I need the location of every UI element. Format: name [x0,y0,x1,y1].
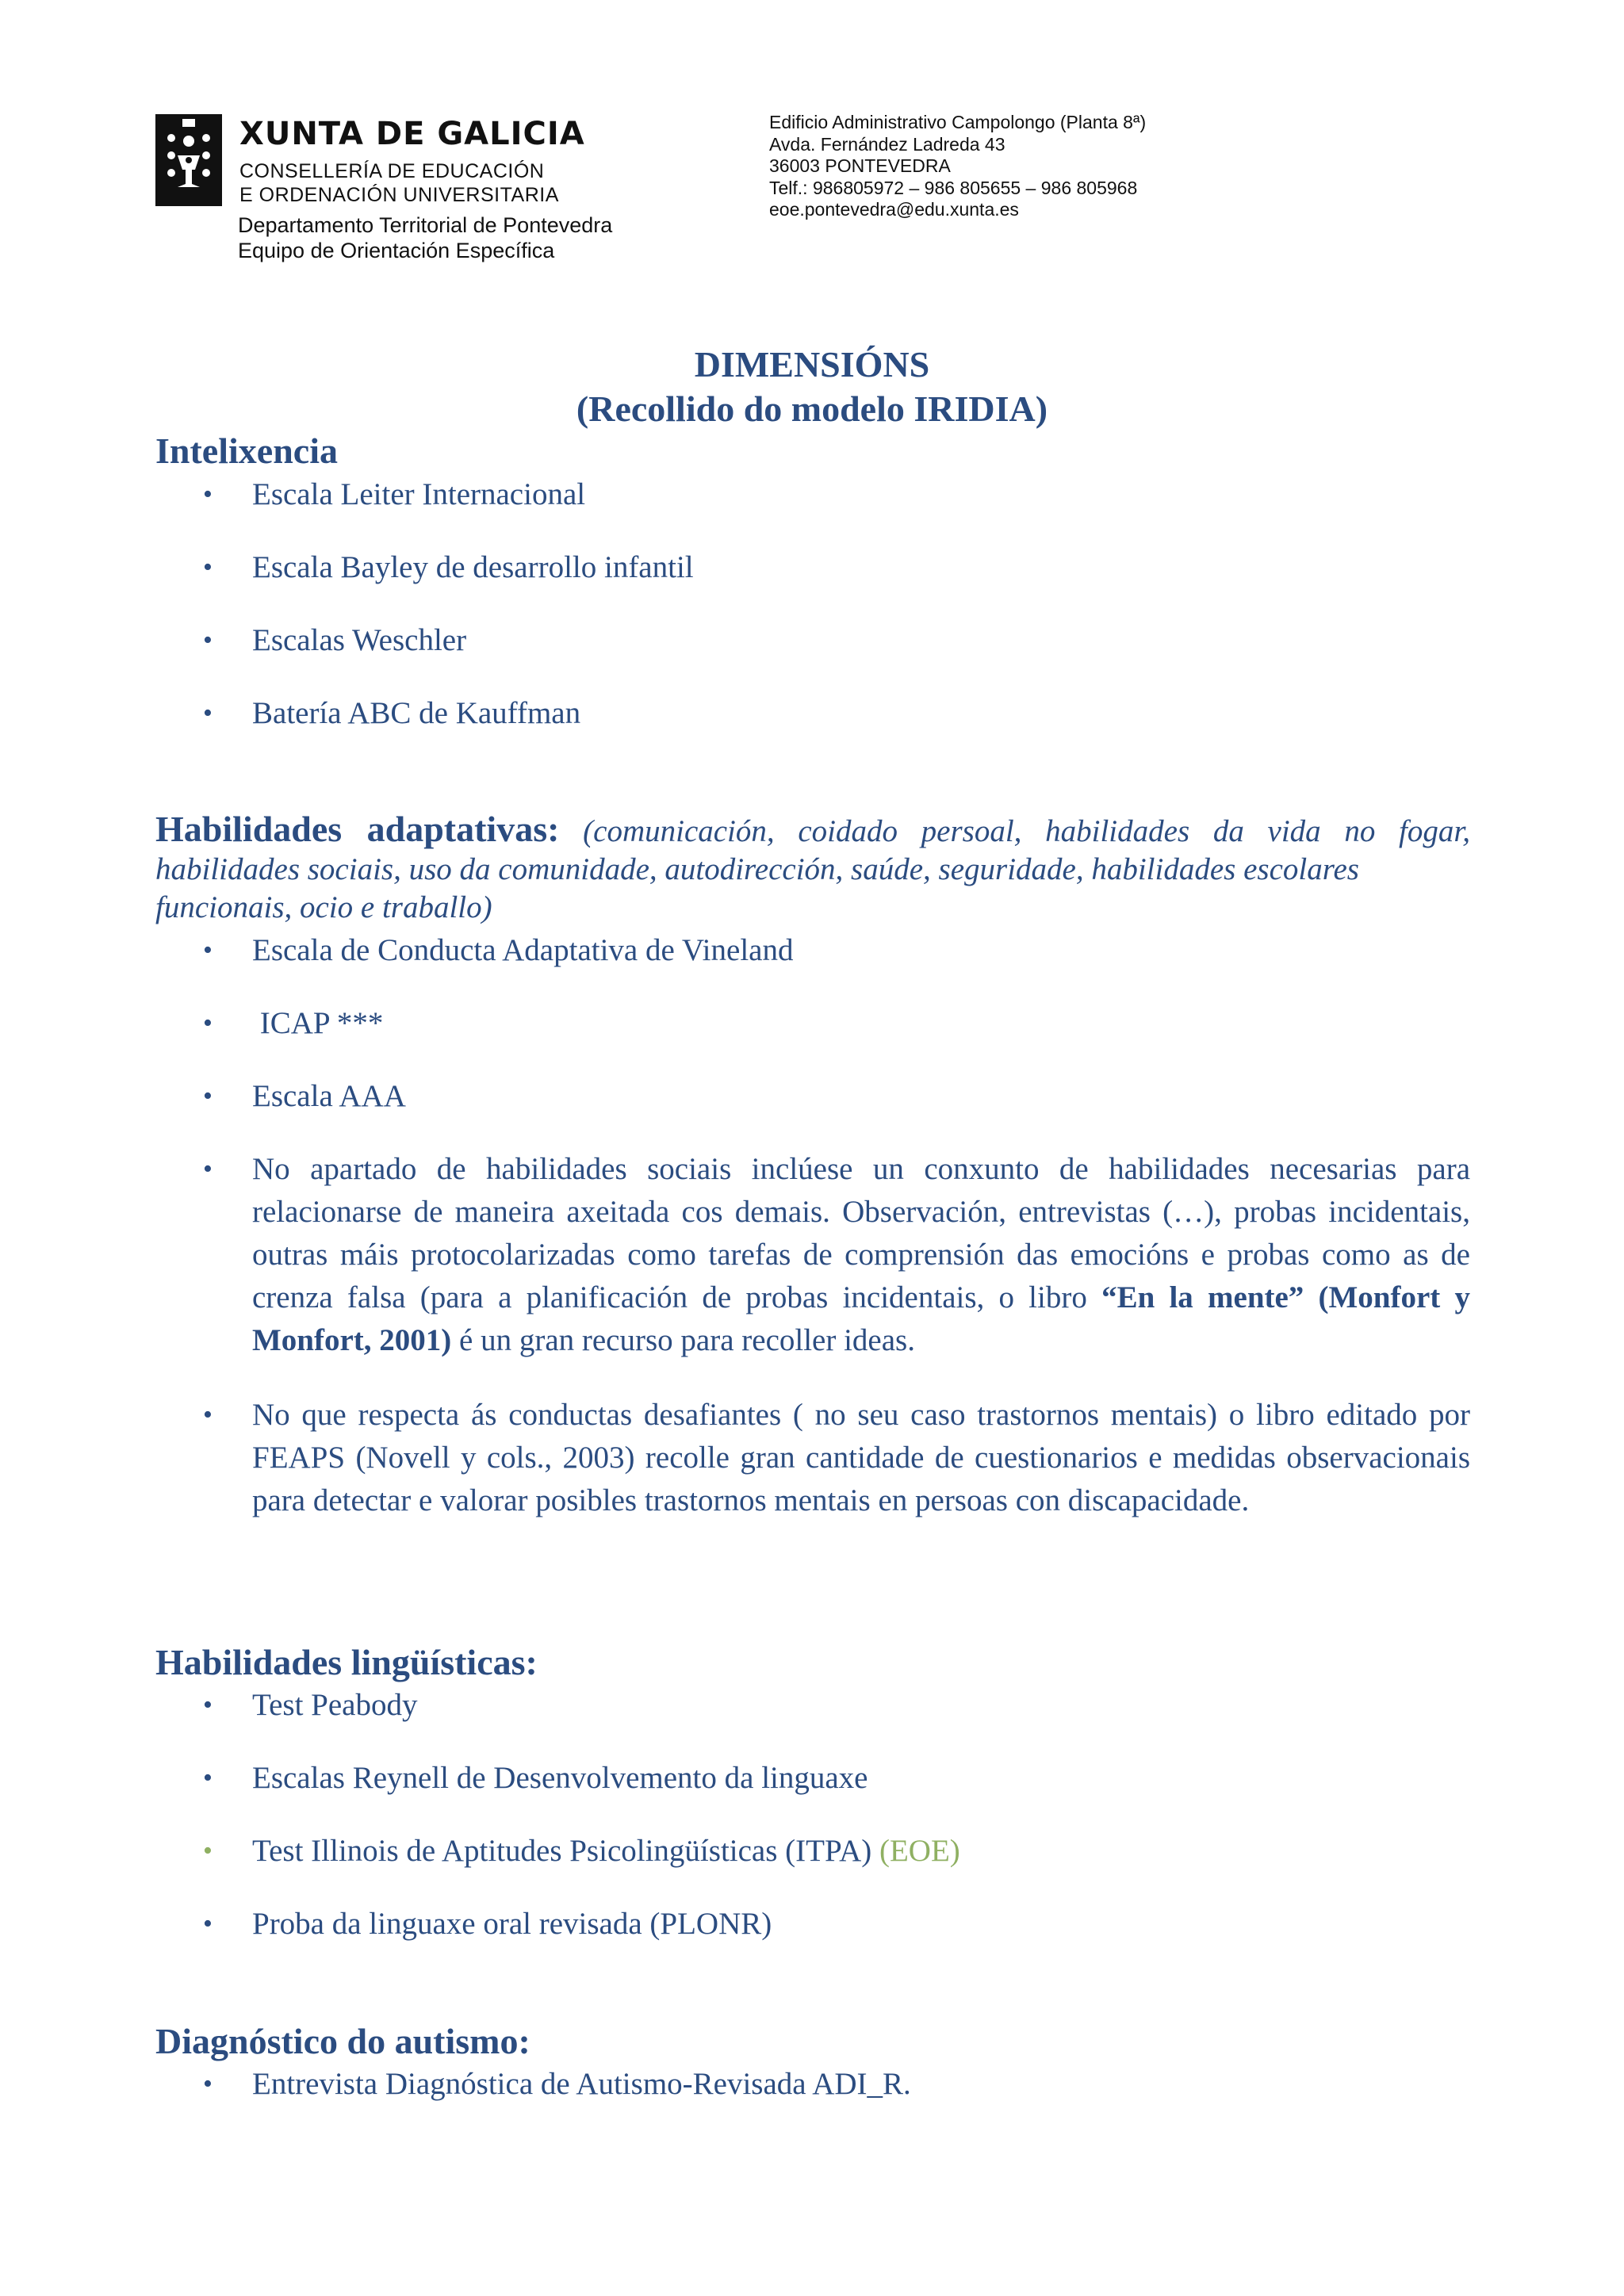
list-item: • ICAP *** [203,1002,1470,1045]
contact-phone: Telf.: 986805972 – 986 805655 – 986 805968 [769,177,1138,198]
department-line-1: Departamento Territorial de Pontevedra [238,213,613,237]
list-item: • Escala AAA [203,1075,1470,1118]
bullet-icon [203,929,251,972]
bullet-icon [203,1903,251,1946]
page-title: DIMENSIÓNS [694,344,930,385]
list-item: • Escala de Conducta Adaptativa de Vineland [203,929,1470,972]
book-reference: “En la mente” (Monfort y Monfort, 2001) [252,1280,1470,1357]
bullet-icon [203,1075,251,1118]
heading-autismo: Diagnóstico do autismo: [155,2021,530,2061]
adaptativas-description: (comunicación, coidado persoal, habilidades da vida no fogar, habilidades sociais, uso da comunidade, autodirección, saúde, seguridade, habilidades escolares [155,814,1470,886]
department-line-2: Equipo de Orientación Específica [238,239,555,262]
list-item: • Escala Bayley de desarrollo infantil [203,546,1470,589]
logo-subtitle-2: E ORDENACIÓN UNIVERSITARIA [239,184,559,206]
eoe-tag: (EOE) [879,1834,960,1868]
heading-adaptativas: Habilidades adaptativas: [155,809,560,849]
bullet-icon [203,1148,251,1191]
bullet-icon [203,1002,251,1045]
list-item: • Entrevista Diagnóstica de Autismo-Revisada ADI_R. [203,2063,1470,2106]
bullet-icon [203,1830,251,1873]
contact-email[interactable]: eoe.pontevedra@edu.xunta.es [769,199,1019,220]
bullet-icon [203,473,251,516]
bullet-icon [203,2063,251,2106]
list-item: • Test Peabody [203,1684,1470,1727]
contact-block [769,112,1146,221]
adaptativas-description-end: funcionais, ocio e traballo) [155,890,492,924]
list-item-paragraph-social: • No apartado de habilidades sociais inclúese un conxunto de habilidades necesarias para relacionarse de maneira axeitada cos demais. Observación, entrevistas (…), probas incidentais, outras máis protocolarizadas como tarefas de comprensión das emocións e probas como as de crenza falsa (para a planificación de probas incidentais, o libro “En la mente” (Monfort y Monfort, 2001) é un gran recurso para recoller ideas. [203,1148,1470,1362]
list-item: • Escalas Weschler [203,619,1470,662]
page-subtitle: (Recollido do modelo IRIDIA) [576,388,1048,429]
list-item: • Batería ABC de Kauffman [203,692,1470,735]
bullet-icon [203,692,251,735]
section-adaptativas-intro [155,810,1470,927]
contact-city: 36003 PONTEVEDRA [769,155,951,176]
bullet-icon [203,1757,251,1800]
heading-linguisticas: Habilidades lingüísticas: [155,1642,538,1682]
list-item: • Test Illinois de Aptitudes Psicolingüísticas (ITPA) (EOE) [203,1830,1470,1873]
galicia-coat-of-arms-icon [155,114,222,206]
list-item: • Proba da linguaxe oral revisada (PLONR) [203,1903,1470,1946]
list-item-paragraph-feaps: • No que respecta ás conductas desafiantes ( no seu caso trastornos mentais) o libro editado por FEAPS (Novell y cols., 2003) recolle gran cantidade de cuestionarios e medidas observacionais para detectar e valorar posibles trastornos mentais en persoas con discapacidade. [203,1394,1470,1522]
bullet-icon [203,1684,251,1727]
logo-title: XUNTA DE GALICIA [239,116,585,152]
contact-street: Avda. Fernández Ladreda 43 [769,133,1005,155]
list-item: • Escalas Reynell de Desenvolvemento da linguaxe [203,1757,1470,1800]
logo-subtitle-1: CONSELLERÍA DE EDUCACIÓN [239,160,545,182]
bullet-icon [203,546,251,589]
heading-intelixencia: Intelixencia [155,430,338,471]
xunta-logo [155,114,628,209]
list-item: • Escala Leiter Internacional [203,473,1470,516]
bullet-icon [203,1394,251,1437]
department-block [238,212,612,263]
contact-address: Edificio Administrativo Campolongo (Planta 8ª) [769,112,1147,132]
bullet-icon [203,619,251,662]
